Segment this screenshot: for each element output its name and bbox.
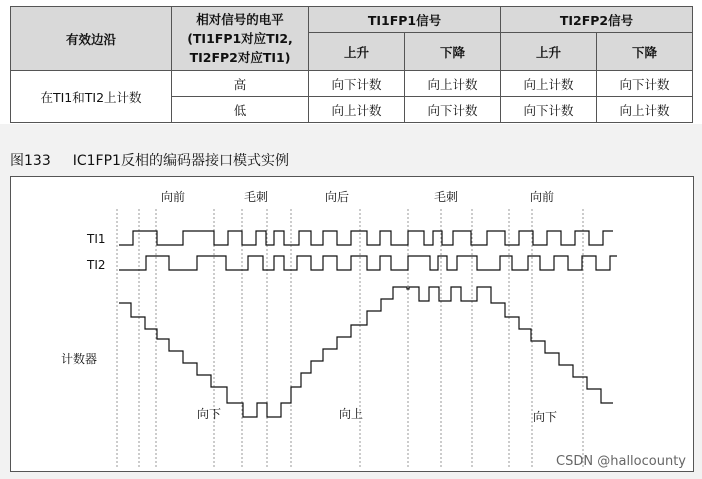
- figure-caption: [10, 150, 289, 170]
- header-rise-2: 上升: [501, 33, 597, 71]
- count-cell: 向上计数: [597, 97, 693, 123]
- count-cell: 向上计数: [501, 71, 597, 97]
- figure-title: IC1FP1反相的编码器接口模式实例: [72, 153, 289, 169]
- header-fall-1: 下降: [405, 33, 501, 71]
- signal-label-ti1: TI1: [87, 232, 106, 246]
- count-cell: 向下计数: [597, 71, 693, 97]
- timing-diagram: [10, 176, 694, 472]
- phase-label-glitch: 毛刺: [433, 190, 459, 204]
- row-label: 在TI1和TI2上计数: [11, 71, 172, 123]
- phase-divider-lines: [117, 209, 583, 467]
- count-cell: 向上计数: [309, 97, 405, 123]
- direction-label-down: 向下: [197, 407, 222, 421]
- counter-label: 计数器: [61, 352, 98, 366]
- phase-labels: [161, 189, 554, 204]
- level-cell: 低: [172, 97, 309, 123]
- header-level-line3: TI2FP2对应TI1): [189, 50, 291, 65]
- watermark: CSDN @hallocounty: [556, 454, 686, 469]
- header-ti2fp2: TI2FP2信号: [501, 7, 693, 33]
- direction-label-down: 向下: [533, 410, 558, 424]
- phase-label-glitch: 毛刺: [243, 190, 269, 204]
- header-level-line2: (TI1FP1对应TI2,: [187, 31, 293, 46]
- signal-label-ti2: TI2: [87, 258, 106, 272]
- header-edge: 有效边沿: [11, 7, 172, 71]
- timing-diagram-svg: [11, 177, 693, 471]
- header-fall-2: 下降: [597, 33, 693, 71]
- phase-label-backward: 向后: [324, 190, 350, 204]
- ti2-waveform: [119, 256, 617, 270]
- header-level-line1: 相对信号的电平: [196, 12, 284, 27]
- count-cell: 向上计数: [405, 71, 501, 97]
- count-cell: 向下计数: [501, 97, 597, 123]
- count-cell: 向下计数: [309, 71, 405, 97]
- table-row: [11, 71, 693, 97]
- count-cell: 向下计数: [405, 97, 501, 123]
- phase-label-forward: 向前: [529, 190, 555, 204]
- counter-waveform: [119, 287, 613, 417]
- figure-number: 图133: [10, 153, 51, 169]
- phase-label-forward: 向前: [160, 190, 186, 204]
- level-cell: 高: [172, 71, 309, 97]
- header-ti1fp1: TI1FP1信号: [309, 7, 501, 33]
- header-level: [172, 7, 309, 71]
- direction-label-up: 向上: [339, 407, 364, 421]
- header-rise-1: 上升: [309, 33, 405, 71]
- ti1-waveform: [119, 231, 613, 245]
- encoder-table: [10, 6, 692, 124]
